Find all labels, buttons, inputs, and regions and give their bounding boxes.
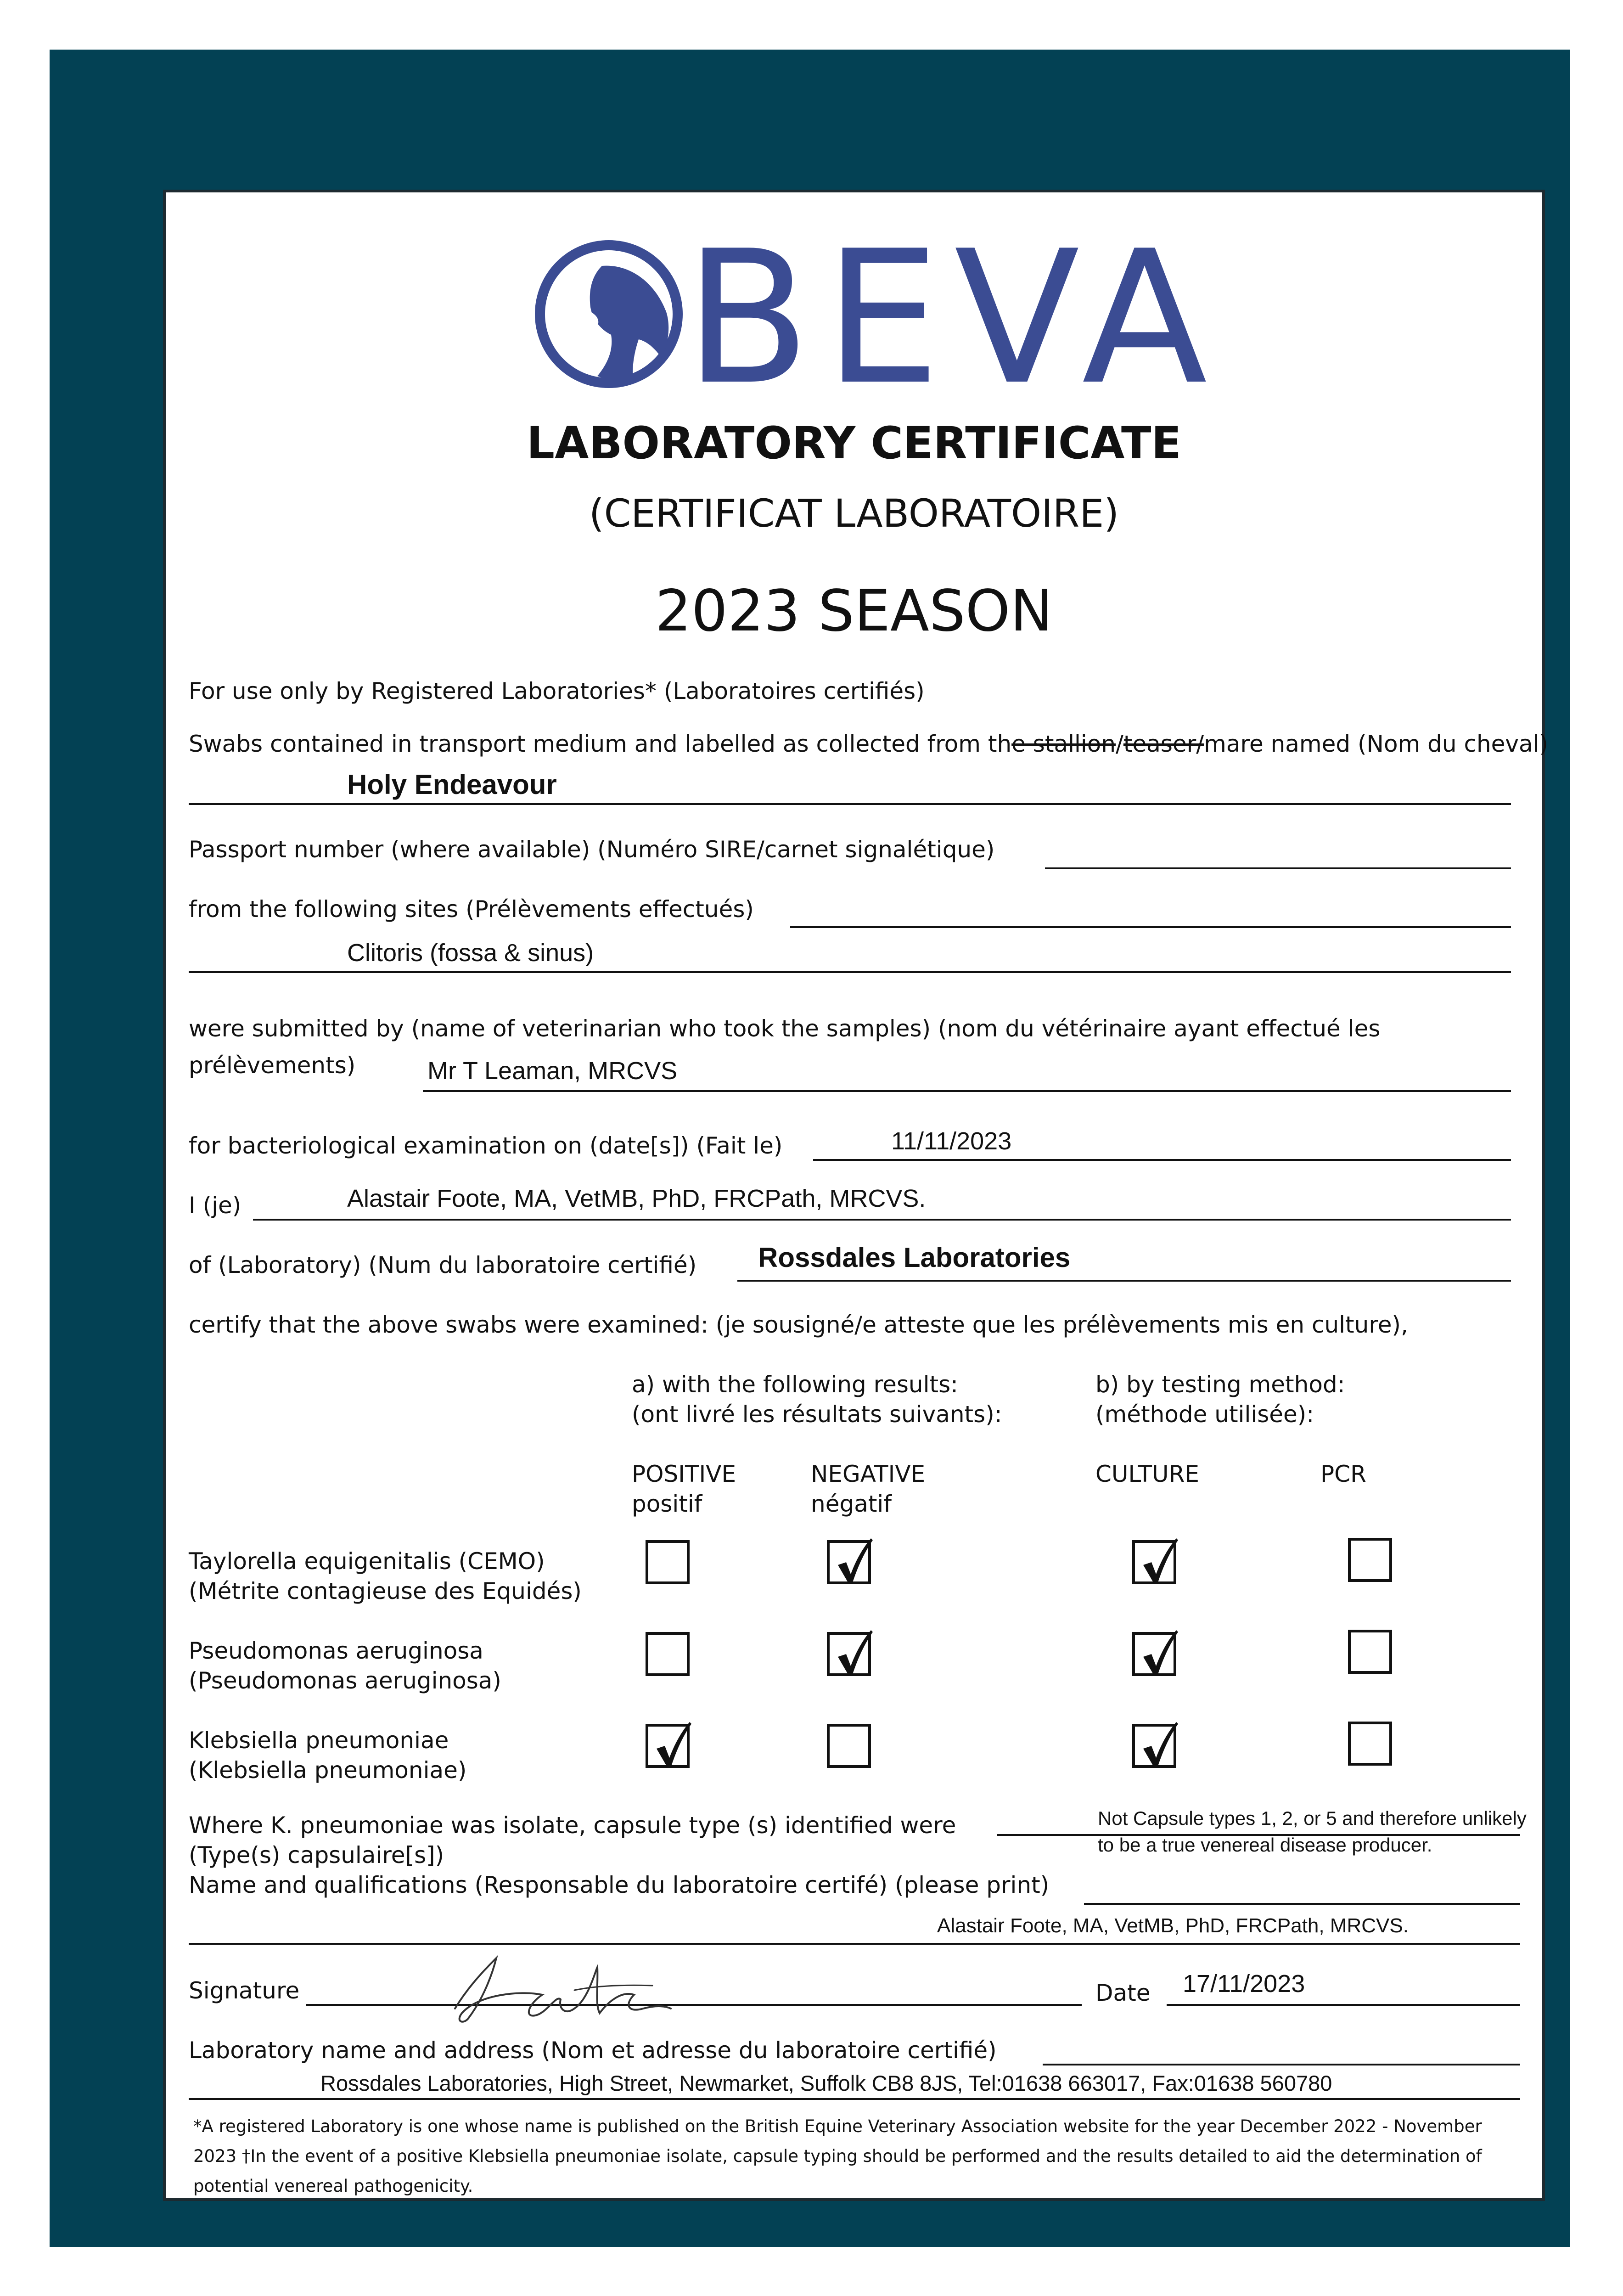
certifier-line [253, 1219, 1511, 1221]
results-heading-b-fr: (méthode utilisée): [1095, 1401, 1314, 1428]
row-pseudomonas-name-fr: (Pseudomonas aeruginosa) [189, 1667, 501, 1694]
klebsiella-pcr-checkbox[interactable] [1348, 1722, 1392, 1766]
passport-line [1045, 867, 1511, 869]
swabs-suffix: mare named (Nom du cheval) [1204, 731, 1549, 757]
footnote [193, 2112, 1516, 2201]
checkmark-icon [1138, 1720, 1179, 1771]
pseudomonas-pcr-checkbox[interactable] [1348, 1630, 1392, 1674]
passport-label: Passport number (where available) (Numéro SIRE/carnet signalétique) [189, 836, 995, 863]
vet-line [423, 1090, 1511, 1092]
laboratory-line [737, 1280, 1511, 1282]
name-qualifications-line-1 [1084, 1903, 1520, 1905]
vet-label-line1: were submitted by (name of veterinarian who took the samples) (nom du vétérinaire ayant effectué les [189, 1015, 1381, 1042]
row-pseudomonas-name: Pseudomonas aeruginosa [189, 1638, 483, 1664]
taylorella-positive-checkbox[interactable] [646, 1540, 690, 1584]
swabs-prefix: Swabs contained in transport medium and labelled as collected from th [189, 731, 1012, 757]
row-klebsiella-name-fr: (Klebsiella pneumoniae) [189, 1757, 467, 1784]
horse-name-line [189, 803, 1511, 805]
season-heading: 2023 SEASON [655, 578, 1053, 644]
name-qualifications-line-2 [189, 1943, 1520, 1945]
sites-line-1 [790, 926, 1511, 928]
beva-horse-logo-icon [533, 238, 685, 390]
taylorella-culture-checkbox[interactable] [1132, 1540, 1176, 1584]
page-title: LABORATORY CERTIFICATE [526, 417, 1182, 469]
horse-name-value[interactable]: Holy Endeavour [347, 769, 557, 800]
lab-address-line-1 [1043, 2064, 1520, 2065]
results-heading-a: a) with the following results: [632, 1371, 958, 1398]
vet-label-line2: prélèvements) [189, 1052, 356, 1079]
certifier-label: I (je) [189, 1192, 241, 1219]
col-culture: CULTURE [1095, 1461, 1199, 1487]
checkmark-icon [832, 1628, 874, 1679]
page-subtitle: (CERTIFICAT LABORATOIRE) [589, 491, 1119, 536]
row-klebsiella-name: Klebsiella pneumoniae [189, 1727, 449, 1754]
results-heading-a-fr: (ont livré les résultats suivants): [632, 1401, 1002, 1428]
checkmark-icon [832, 1536, 874, 1587]
col-negative-fr: négatif [811, 1491, 892, 1517]
registered-labs-note: For use only by Registered Laboratories* (Laboratoires certifiés) [189, 678, 925, 704]
col-pcr: PCR [1320, 1461, 1366, 1487]
swabs-slash: / [1116, 731, 1123, 757]
certificate-sheet [163, 190, 1549, 2201]
row-taylorella-name: Taylorella equigenitalis (CEMO) [189, 1548, 545, 1575]
row-taylorella-name-fr: (Métrite contagieuse des Equidés) [189, 1578, 582, 1604]
footnote-line-1: *A registered Laboratory is one whose name is published on the British Equine Veterinary Association website for the year December 2022 - November [193, 2116, 1482, 2136]
vet-value[interactable]: Mr T Leaman, MRCVS [427, 1057, 678, 1085]
sites-value[interactable]: Clitoris (fossa & sinus) [347, 939, 594, 967]
taylorella-negative-checkbox[interactable] [827, 1540, 871, 1584]
laboratory-label: of (Laboratory) (Num du laboratoire certifié) [189, 1252, 697, 1278]
klebsiella-positive-checkbox[interactable] [646, 1724, 690, 1768]
sites-line-2 [189, 971, 1511, 973]
signoff-date-label: Date [1095, 1980, 1151, 2006]
col-positive: POSITIVE [632, 1461, 736, 1487]
klebsiella-culture-checkbox[interactable] [1132, 1724, 1176, 1768]
footnote-line-2: 2023 †In the event of a positive Klebsiella pneumoniae isolate, capsule typing should be performed and the results detailed to aid the determination of [193, 2146, 1482, 2166]
swabs-struck-teaser: teaser/ [1123, 731, 1204, 757]
results-heading-b: b) by testing method: [1095, 1371, 1345, 1398]
lab-address-line-2 [189, 2098, 1520, 2100]
beva-logo-text: BEVA [685, 212, 1221, 425]
exam-date-value[interactable]: 11/11/2023 [891, 1127, 1012, 1155]
name-qualifications-value[interactable]: Alastair Foote, MA, VetMB, PhD, FRCPath, MRCVS. [937, 1914, 1409, 1937]
sites-label: from the following sites (Prélèvements effectués) [189, 896, 754, 923]
taylorella-pcr-checkbox[interactable] [1348, 1538, 1392, 1582]
capsule-value-line2[interactable]: to be a true venereal disease producer. [1098, 1834, 1432, 1856]
klebsiella-negative-checkbox[interactable] [827, 1724, 871, 1768]
checkmark-icon [1138, 1536, 1179, 1587]
signature-line [306, 2004, 1082, 2006]
exam-date-label: for bacteriological examination on (date[s]) (Fait le) [189, 1132, 783, 1159]
col-negative: NEGATIVE [811, 1461, 926, 1487]
exam-date-line [813, 1159, 1511, 1161]
pseudomonas-culture-checkbox[interactable] [1132, 1632, 1176, 1676]
swabs-label [189, 730, 1548, 759]
laboratory-value[interactable]: Rossdales Laboratories [758, 1242, 1071, 1273]
signoff-date-line [1167, 2004, 1520, 2006]
handwritten-signature [437, 1940, 675, 2032]
capsule-label-fr: (Type(s) capsulaire[s]) [189, 1842, 444, 1868]
pseudomonas-positive-checkbox[interactable] [646, 1632, 690, 1676]
certify-statement: certify that the above swabs were examined: (je sousigné/e atteste que les prélèvements mis en culture), [189, 1311, 1408, 1338]
checkmark-icon [1138, 1628, 1179, 1679]
swabs-struck-stallion: e stallion [1011, 731, 1116, 757]
lab-address-label: Laboratory name and address (Nom et adresse du laboratoire certifié) [189, 2037, 997, 2064]
lab-address-value[interactable]: Rossdales Laboratories, High Street, Newmarket, Suffolk CB8 8JS, Tel:01638 663017, Fax:01638 560780 [320, 2071, 1332, 2095]
checkmark-icon [651, 1720, 692, 1771]
name-qualifications-label: Name and qualifications (Responsable du laboratoire certifé) (please print) [189, 1872, 1050, 1898]
signature-label: Signature [189, 1977, 300, 2004]
signoff-date-value[interactable]: 17/11/2023 [1183, 1970, 1305, 1998]
footnote-line-3: potential venereal pathogenicity. [193, 2176, 473, 2196]
pseudomonas-negative-checkbox[interactable] [827, 1632, 871, 1676]
certifier-value[interactable]: Alastair Foote, MA, VetMB, PhD, FRCPath, MRCVS. [347, 1185, 926, 1212]
capsule-label: Where K. pneumoniae was isolate, capsule type (s) identified were [189, 1812, 956, 1839]
capsule-value-line1[interactable]: Not Capsule types 1, 2, or 5 and therefore unlikely [1098, 1807, 1527, 1829]
col-positive-fr: positif [632, 1491, 702, 1517]
